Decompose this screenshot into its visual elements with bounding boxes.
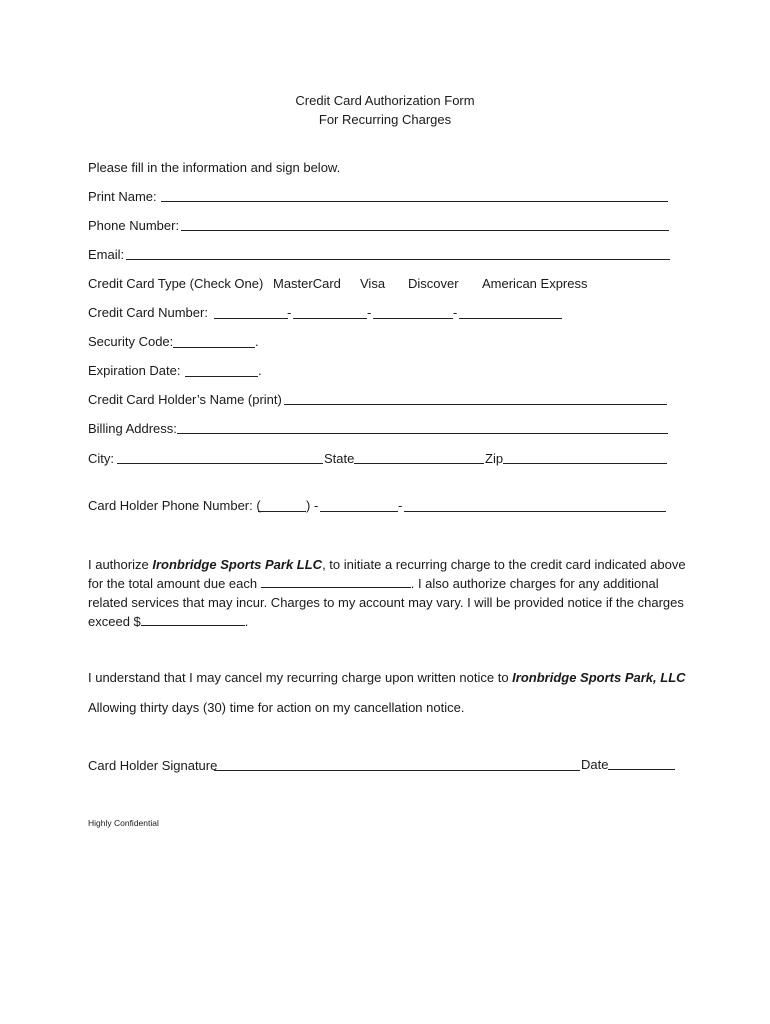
- billing-address-line[interactable]: [177, 433, 668, 434]
- email-label: Email:: [88, 247, 125, 262]
- zip-line[interactable]: [503, 463, 667, 464]
- auth-text-b: , to initiate a recurring charge to the credit card indicated above for the total amount due each: [88, 557, 686, 591]
- holder-phone-area-line[interactable]: [258, 511, 306, 512]
- form-subtitle: For Recurring Charges: [318, 112, 452, 127]
- security-code-period: .: [255, 334, 259, 349]
- email-line[interactable]: [126, 259, 670, 260]
- state-label: State: [324, 451, 355, 466]
- date-line[interactable]: [608, 769, 675, 770]
- card-type-label: Credit Card Type (Check One): [88, 276, 264, 291]
- card-number-label: Credit Card Number:: [88, 305, 208, 320]
- card-number-dash-3: -: [453, 305, 458, 320]
- cancel-text-a: I understand that I may cancel my recurring charge upon written notice to: [88, 670, 513, 685]
- auth-company-name: Ironbridge Sports Park LLC: [152, 557, 323, 572]
- charge-limit-line[interactable]: [141, 613, 245, 626]
- holder-phone-close: ) -: [306, 498, 319, 513]
- auth-text-a: I authorize: [88, 557, 153, 572]
- confidential-note: Highly Confidential: [88, 818, 159, 828]
- signature-line[interactable]: [214, 770, 580, 771]
- date-label: Date: [581, 757, 609, 772]
- holder-phone-prefix-line[interactable]: [320, 511, 398, 512]
- holder-phone-line-number[interactable]: [404, 511, 666, 512]
- city-line[interactable]: [117, 463, 323, 464]
- auth-text-d: .: [244, 614, 249, 629]
- card-number-line-2[interactable]: [293, 318, 367, 319]
- card-type-visa[interactable]: Visa: [360, 276, 386, 291]
- intro-text: Please fill in the information and sign below.: [88, 160, 341, 175]
- expiration-date-period: .: [258, 363, 262, 378]
- zip-label: Zip: [485, 451, 504, 466]
- state-line[interactable]: [354, 463, 484, 464]
- security-code-line[interactable]: [173, 347, 255, 348]
- card-number-line-1[interactable]: [214, 318, 288, 319]
- print-name-line[interactable]: [161, 201, 668, 202]
- card-number-dash-1: -: [287, 305, 292, 320]
- holder-phone-label: Card Holder Phone Number: (: [88, 498, 261, 513]
- cancel-company-name: Ironbridge Sports Park, LLC: [512, 670, 686, 685]
- card-number-line-4[interactable]: [459, 318, 562, 319]
- recurring-period-line[interactable]: [261, 575, 411, 588]
- expiration-date-line[interactable]: [185, 376, 258, 377]
- card-number-dash-2: -: [367, 305, 372, 320]
- holder-name-label: Credit Card Holder’s Name (print): [88, 392, 282, 407]
- card-number-line-3[interactable]: [373, 318, 453, 319]
- holder-name-line[interactable]: [284, 404, 667, 405]
- security-code-label: Security Code:: [88, 334, 174, 349]
- card-type-mastercard[interactable]: MasterCard: [273, 276, 341, 291]
- card-type-discover[interactable]: Discover: [408, 276, 459, 291]
- phone-number-label: Phone Number:: [88, 218, 180, 233]
- expiration-date-label: Expiration Date:: [88, 363, 181, 378]
- cancellation-line-2: Allowing thirty days (30) time for action on my cancellation notice.: [88, 700, 465, 715]
- city-label: City:: [88, 451, 114, 466]
- card-type-amex[interactable]: American Express: [482, 276, 588, 291]
- form-title: Credit Card Authorization Form: [295, 93, 475, 108]
- phone-number-line[interactable]: [181, 230, 669, 231]
- holder-phone-dash: -: [398, 498, 403, 513]
- auth-text-c: . I also authorize charges for any additional related services that may incur. Charges to my account may vary. I will be provided notice if the charges exceed $: [88, 576, 684, 629]
- cancellation-line-1: [88, 670, 686, 686]
- billing-address-label: Billing Address:: [88, 421, 177, 436]
- authorization-paragraph: [88, 555, 688, 631]
- print-name-label: Print Name:: [88, 189, 157, 204]
- signature-label: Card Holder Signature: [88, 758, 218, 773]
